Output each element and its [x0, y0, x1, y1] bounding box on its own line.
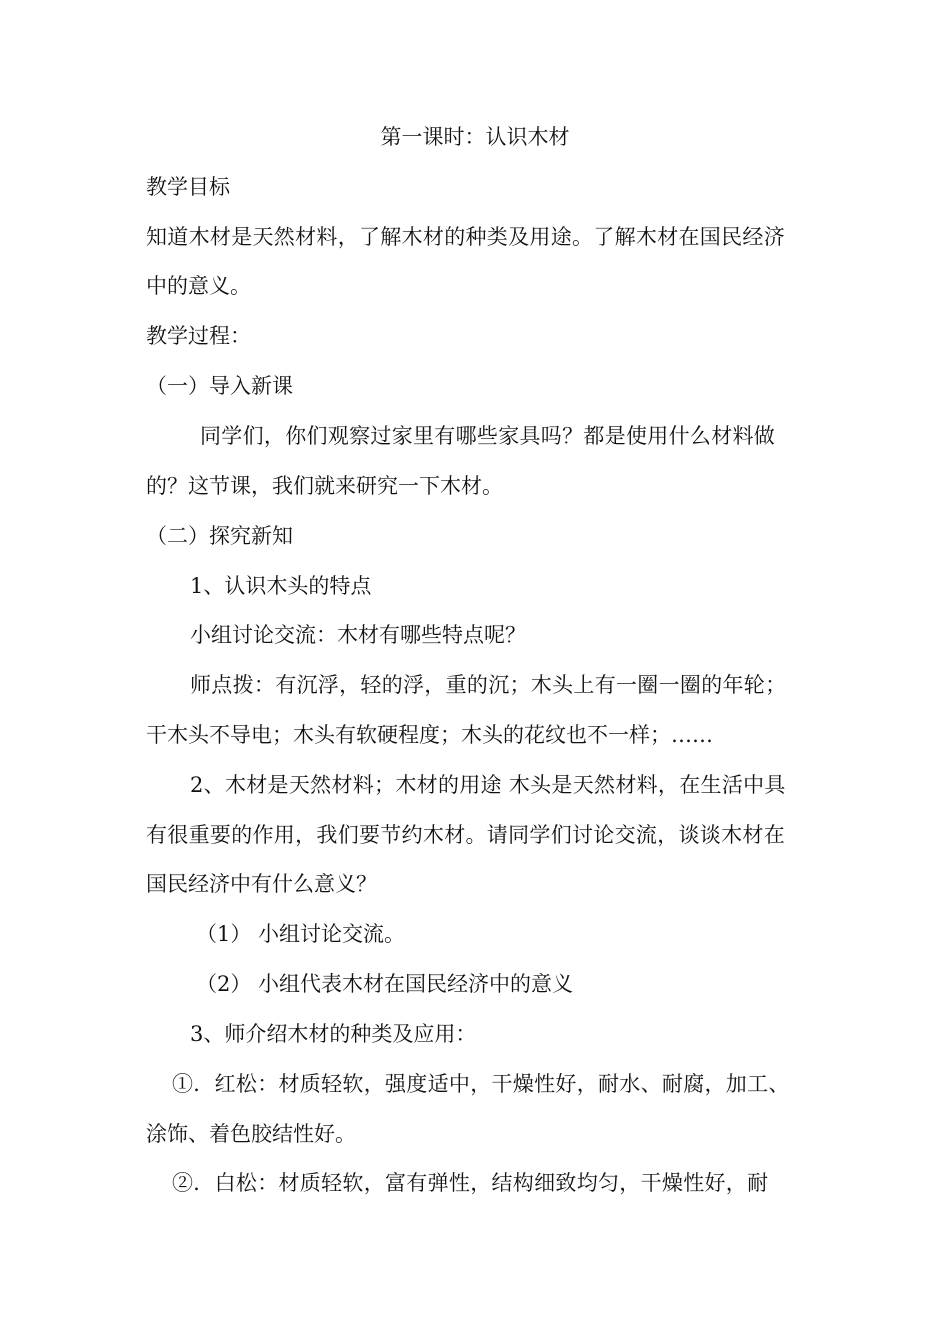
- list-item: （2） 小组代表木材在国民经济中的意义: [196, 972, 574, 996]
- list-item: 2、木材是天然材料；木材的用途 木头是天然材料，在生活中具: [190, 773, 786, 797]
- paragraph-line: 中的意义。: [146, 274, 251, 298]
- list-item: 3、师介绍木材的种类及应用：: [190, 1022, 477, 1046]
- paragraph-line: 干木头不导电；木头有软硬程度；木头的花纹也不一样；……: [146, 723, 713, 747]
- subsection-heading-intro: （一）导入新课: [146, 374, 293, 398]
- list-item: （1） 小组讨论交流。: [196, 922, 406, 946]
- paragraph-line: 国民经济中有什么意义？: [146, 872, 377, 896]
- paragraph-line: 知道木材是天然材料，了解木材的种类及用途。了解木材在国民经济: [146, 225, 785, 249]
- paragraph-line: 涂饰、着色胶结性好。: [146, 1122, 356, 1146]
- paragraph-line: 同学们，你们观察过家里有哪些家具吗？都是使用什么材料做: [200, 424, 776, 448]
- paragraph-line: 师点拨：有沉浮，轻的浮，重的沉；木头上有一圈一圈的年轮；: [190, 673, 787, 697]
- subsection-heading-explore: （二）探究新知: [146, 524, 293, 548]
- document-title: 第一课时：认识木材: [380, 125, 570, 149]
- section-heading-objectives: 教学目标: [146, 175, 230, 199]
- section-heading-process: 教学过程：: [146, 324, 251, 348]
- paragraph-line: 有很重要的作用，我们要节约木材。请同学们讨论交流，谈谈木材在: [146, 823, 785, 847]
- list-item: ②．白松：材质轻软，富有弹性，结构细致均匀，干燥性好，耐: [172, 1171, 769, 1195]
- paragraph-line: 小组讨论交流：木材有哪些特点呢？: [190, 623, 526, 647]
- list-item: 1、认识木头的特点: [190, 574, 372, 598]
- list-item: ①．红松：材质轻软，强度适中，干燥性好，耐水、耐腐，加工、: [172, 1072, 790, 1096]
- paragraph-line: 的？这节课，我们就来研究一下木材。: [146, 474, 503, 498]
